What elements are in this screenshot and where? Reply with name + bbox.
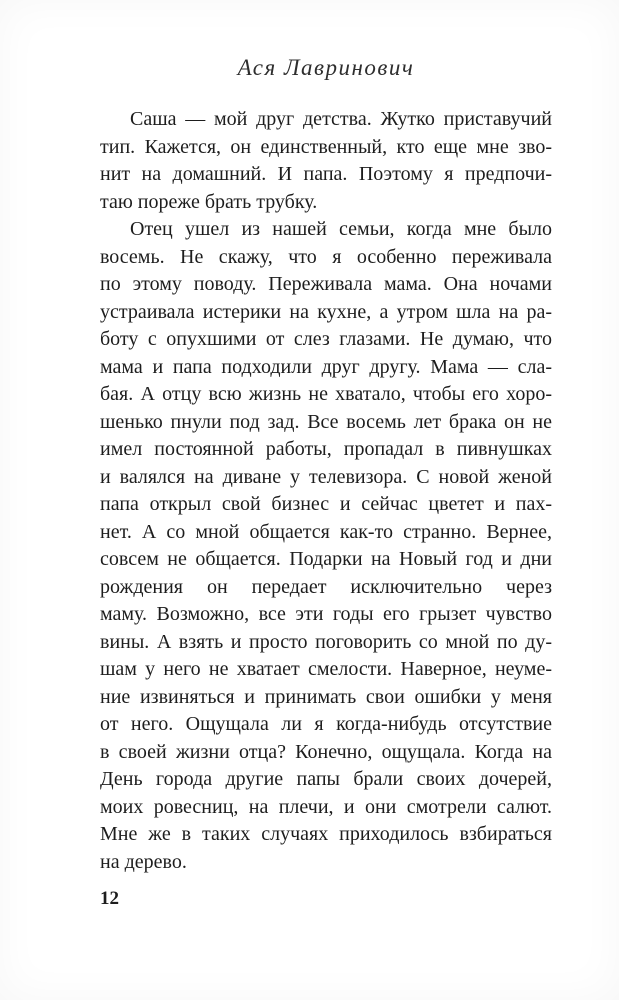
text-line: от него. Ощущала ли я когда-нибудь отсутствие bbox=[100, 713, 552, 735]
body-text bbox=[100, 106, 552, 876]
text-line: восемь. Не скажу, что я особенно переживала bbox=[100, 245, 552, 268]
text-line: имел постоянной работы, пропадал в пивнушках bbox=[100, 438, 552, 460]
text-line: ние извиняться и принимать свои ошибки у меня bbox=[100, 685, 552, 708]
text-line: нит на домашний. И папа. Поэтому я предпочи- bbox=[100, 163, 552, 185]
text-line: моих ровесниц, на плечи, и они смотрели салют. bbox=[100, 795, 552, 818]
text-line: Отец ушел из нашей семьи, когда мне было bbox=[130, 218, 552, 240]
text-line: шенько пнули под зад. Все восемь лет брака он не bbox=[100, 410, 552, 433]
running-head-author: Ася Лавринович bbox=[237, 55, 415, 80]
text-line: устраивала истерики на кухне, а утром шла на ра- bbox=[100, 300, 552, 323]
text-line: бая. А отцу всю жизнь не хватало, чтобы его хоро- bbox=[100, 383, 552, 405]
text-line: рождения он передает исключительно через bbox=[100, 575, 552, 598]
text-line: боту с опухшими от слез глазами. Не думаю, что bbox=[100, 328, 552, 350]
text-line: мама и папа подходили друг другу. Мама — сла- bbox=[100, 355, 552, 378]
text-line: вины. А взять и просто поговорить со мной по ду- bbox=[100, 630, 552, 653]
text-line: таю пореже брать трубку. bbox=[100, 190, 318, 213]
text-line: День города другие папы брали своих дочерей, bbox=[100, 768, 552, 790]
text-line: на дерево. bbox=[100, 850, 187, 873]
text-line: Мне же в таких случаях приходилось взбираться bbox=[100, 823, 552, 845]
text-line: тип. Кажется, он единственный, кто еще мне зво- bbox=[100, 135, 552, 158]
page-number: 12 bbox=[100, 888, 119, 909]
text-line: шам у него не хватает смелости. Наверное, неуме- bbox=[100, 658, 552, 680]
text-line: и валялся на диване у телевизора. С новой женой bbox=[100, 465, 552, 488]
text-line: маму. Возможно, все эти годы его грызет чувство bbox=[100, 603, 552, 625]
text-line: папа открыл свой бизнес и сейчас цветет и пах- bbox=[100, 493, 552, 515]
text-line: совсем не общается. Подарки на Новый год и дни bbox=[100, 548, 552, 570]
text-line: нет. А со мной общается как-то странно. Вернее, bbox=[100, 520, 552, 543]
text-line: Саша — мой друг детства. Жутко приставучий bbox=[130, 108, 552, 130]
text-line: по этому поводу. Переживала мама. Она ночами bbox=[100, 273, 552, 295]
text-line: в своей жизни отца? Конечно, ощущала. Когда на bbox=[100, 740, 552, 763]
